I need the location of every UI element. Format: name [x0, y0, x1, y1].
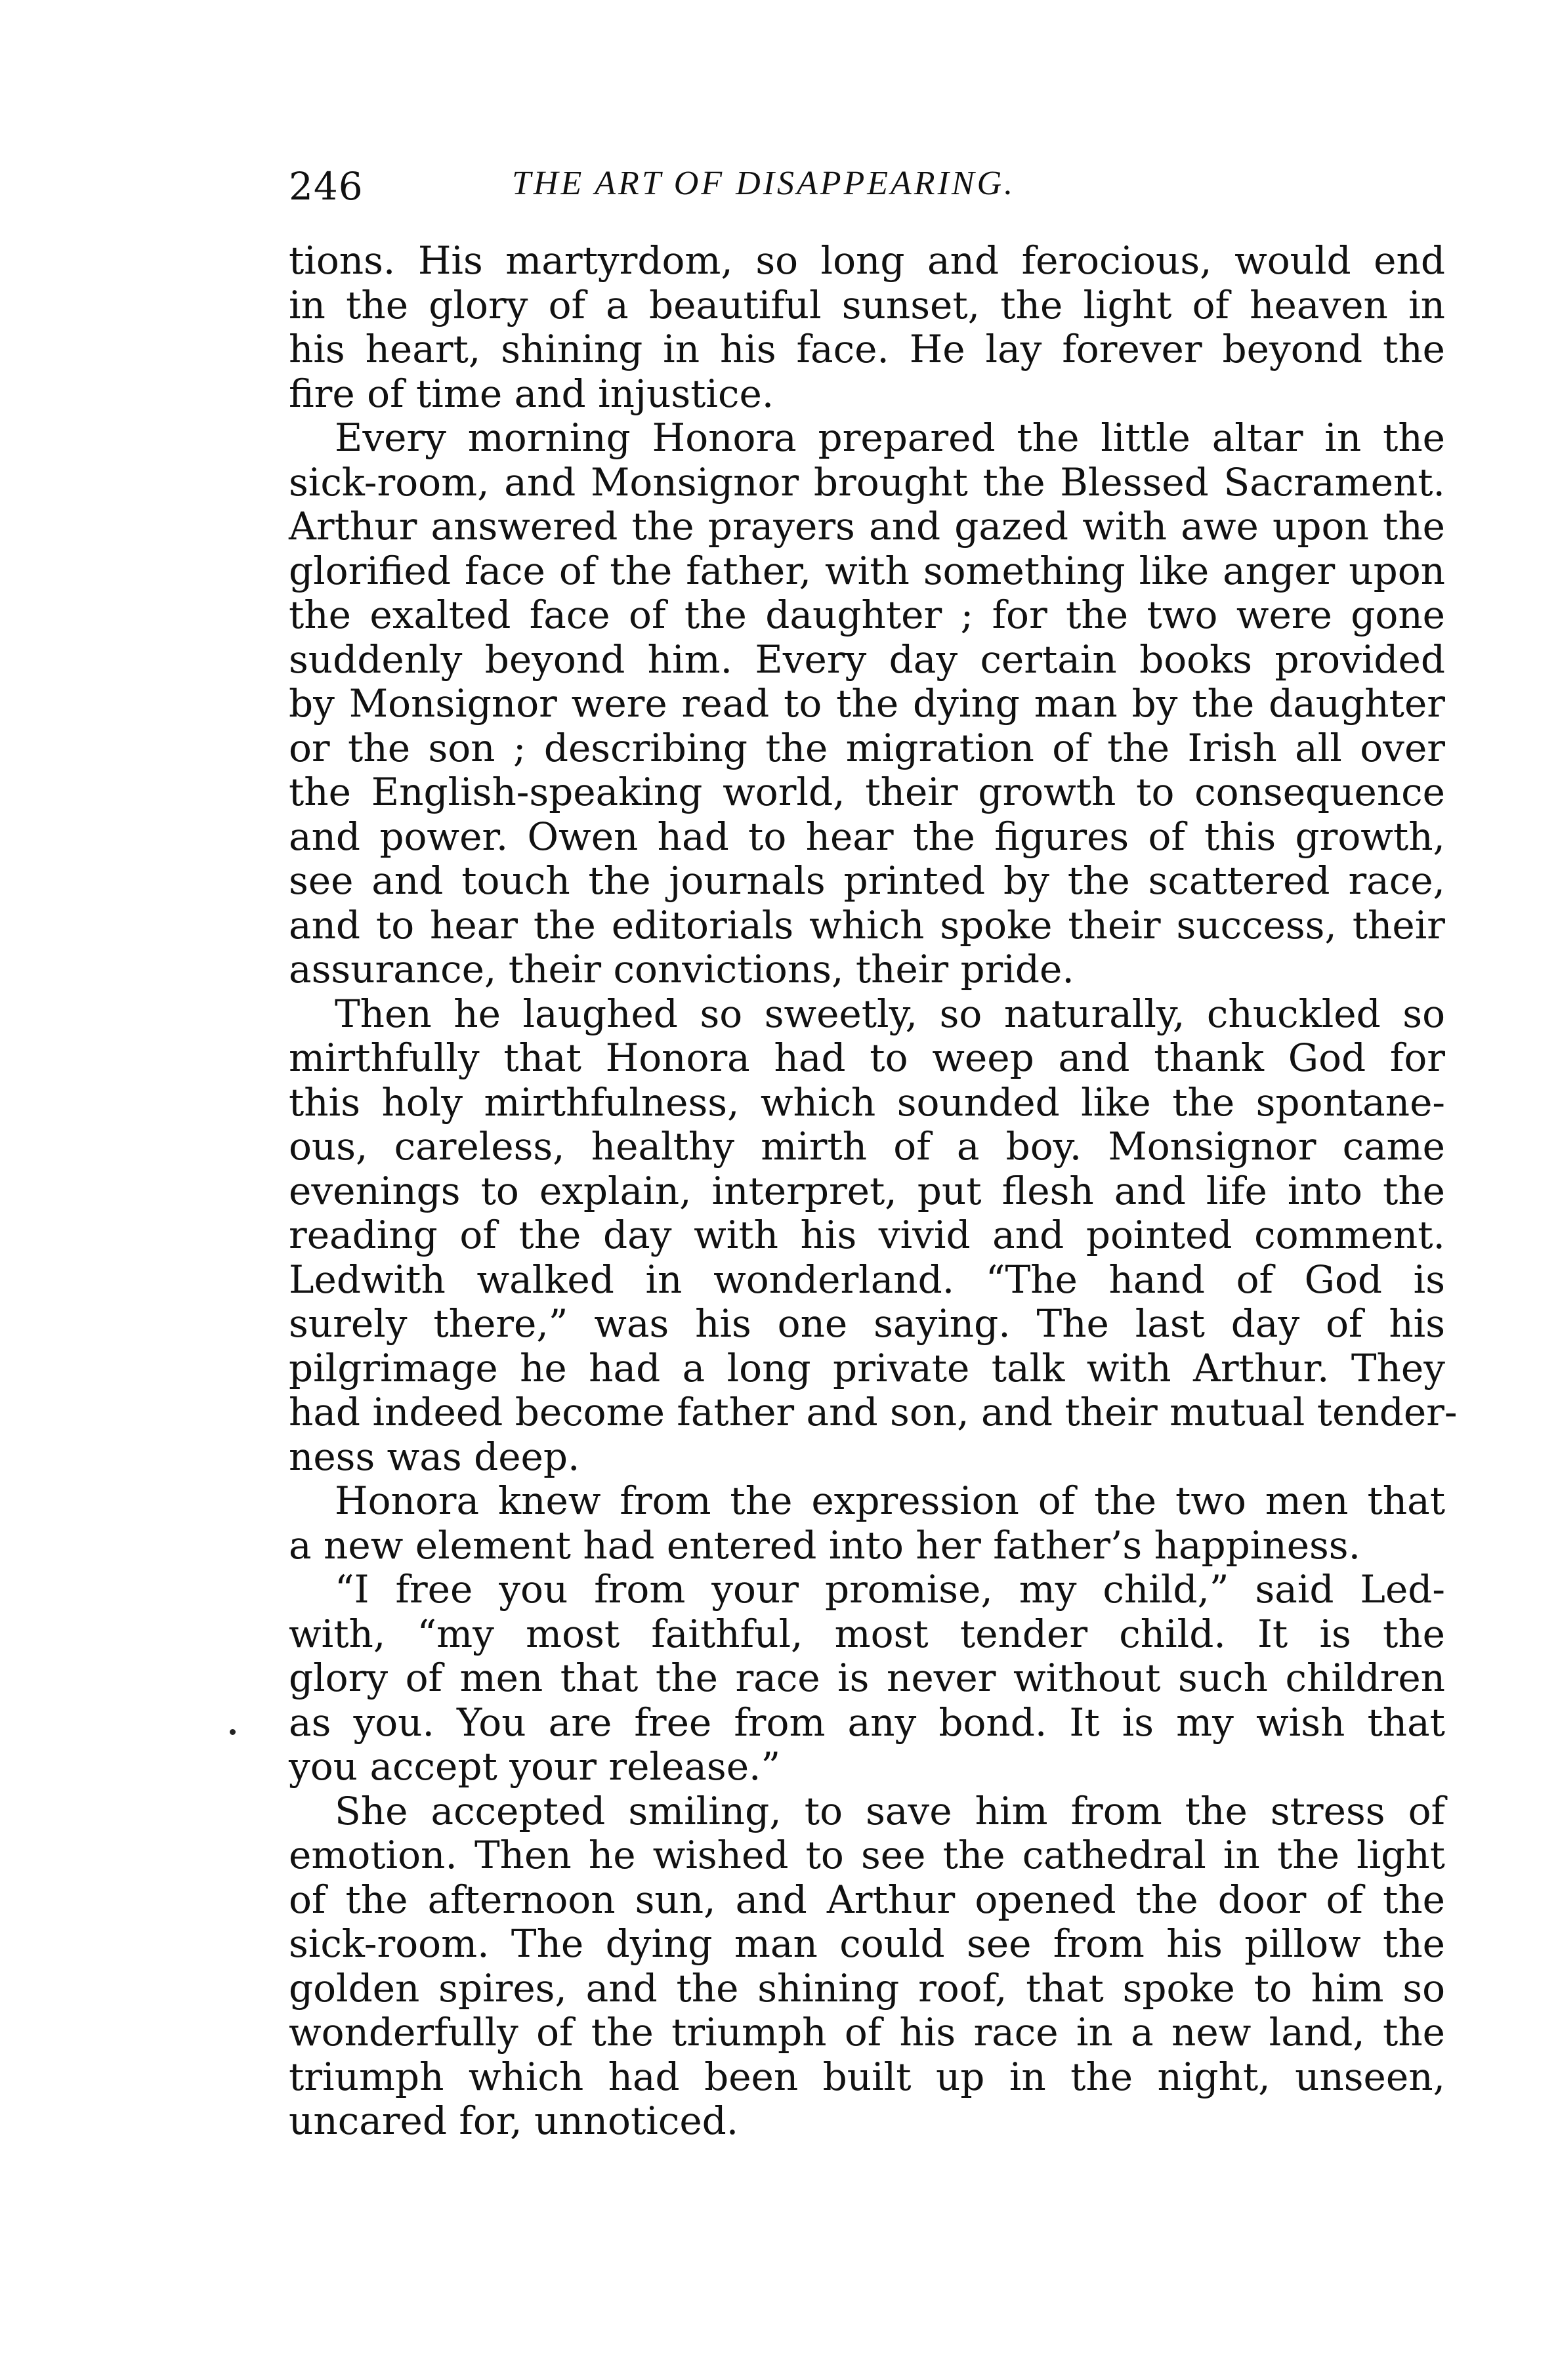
text-line: and power. Owen had to hear the figures of this growth, [289, 814, 1445, 859]
text-line: golden spires, and the shining roof, that spoke to him so [289, 1965, 1445, 2011]
text-line: or the son ; describing the migration of the Irish all over [289, 725, 1445, 770]
paragraph [289, 1568, 1445, 1789]
paragraph [289, 239, 1445, 416]
text-line: and to hear the editorials which spoke their success, their [289, 902, 1445, 948]
text-line: evenings to explain, interpret, put flesh and life into the [289, 1168, 1445, 1213]
text-line: glory of men that the race is never without such children [289, 1656, 1445, 1700]
text-line: the English-speaking world, their growth to consequence [289, 770, 1445, 814]
paragraph [289, 991, 1458, 1480]
text-line: ous, careless, healthy mirth of a boy. Monsignor came [289, 1124, 1445, 1169]
text-line: tions. His martyrdom, so long and ferocious, would end [289, 238, 1445, 283]
text-line: fire of time and injustice. [289, 371, 774, 416]
text-line: Arthur answered the prayers and gazed with awe upon the [289, 504, 1445, 549]
text-line: emotion. Then he wished to see the cathedral in the light [289, 1833, 1445, 1877]
text-line: sick-room, and Monsignor brought the Blessed Sacrament. [289, 459, 1445, 505]
text-line: She accepted smiling, to save him from the stress of [335, 1788, 1445, 1833]
text-line: see and touch the journals printed by the scattered race, [289, 858, 1445, 903]
text-line: Honora knew from the expression of the two men that [335, 1478, 1445, 1523]
paragraph [289, 1479, 1445, 1568]
text-line: “I free you from your promise, my child,” said Led- [335, 1567, 1445, 1612]
running-title: THE ART OF DISAPPEARING. [512, 165, 1016, 202]
text-line: ness was deep. [289, 1434, 580, 1479]
text-line: with, “my most faithful, most tender child. It is the [289, 1611, 1445, 1656]
text-line: glorified face of the father, with something like anger upon [289, 548, 1445, 593]
text-line: Then he laughed so sweetly, so naturally, chuckled so [335, 991, 1445, 1036]
text-line: reading of the day with his vivid and pointed comment. [289, 1213, 1445, 1257]
body-text [289, 238, 1458, 2144]
text-line: Every morning Honora prepared the little altar in the [335, 415, 1445, 460]
text-line: uncared for, unnoticed. [289, 2098, 739, 2143]
text-line: surely there,” was his one saying. The last day of his [289, 1301, 1445, 1346]
text-line: assurance, their convictions, their pride. [289, 947, 1074, 992]
text-line: mirthfully that Honora had to weep and thank God for [289, 1035, 1445, 1080]
paragraph [289, 1789, 1445, 2144]
page-number: 246 [289, 164, 364, 209]
text-line: wonderfully of the triumph of his race in a new land, the [289, 2010, 1445, 2055]
text-line: of the afternoon sun, and Arthur opened the door of the [289, 1877, 1445, 1922]
text-line: his heart, shining in his face. He lay forever beyond the [289, 327, 1445, 371]
text-line: triumph which had been built up in the night, unseen, [289, 2054, 1445, 2099]
text-line: you accept your release.” [289, 1744, 781, 1789]
book-page [289, 164, 1458, 2144]
text-line: suddenly beyond him. Every day certain books provided [289, 637, 1445, 682]
paragraph [289, 416, 1445, 992]
text-line: by Monsignor were read to the dying man by the daughter [289, 681, 1445, 726]
text-line: had indeed become father and son, and their mutual tender- [289, 1390, 1458, 1434]
margin-mark [230, 1729, 236, 1735]
text-line: sick-room. The dying man could see from his pillow the [289, 1921, 1445, 1966]
text-line: in the glory of a beautiful sunset, the light of heaven in [289, 282, 1445, 327]
text-line: the exalted face of the daughter ; for the two were gone [289, 593, 1445, 637]
page-header [289, 164, 1445, 210]
text-line: pilgrimage he had a long private talk with Arthur. They [289, 1345, 1445, 1390]
text-line: this holy mirthfulness, which sounded like the spontane- [289, 1079, 1445, 1125]
text-line: as you. You are free from any bond. It is my wish that [289, 1700, 1445, 1745]
text-line: a new element had entered into her father’s happiness. [289, 1522, 1361, 1568]
text-line: Ledwith walked in wonderland. “The hand of God is [289, 1257, 1445, 1302]
